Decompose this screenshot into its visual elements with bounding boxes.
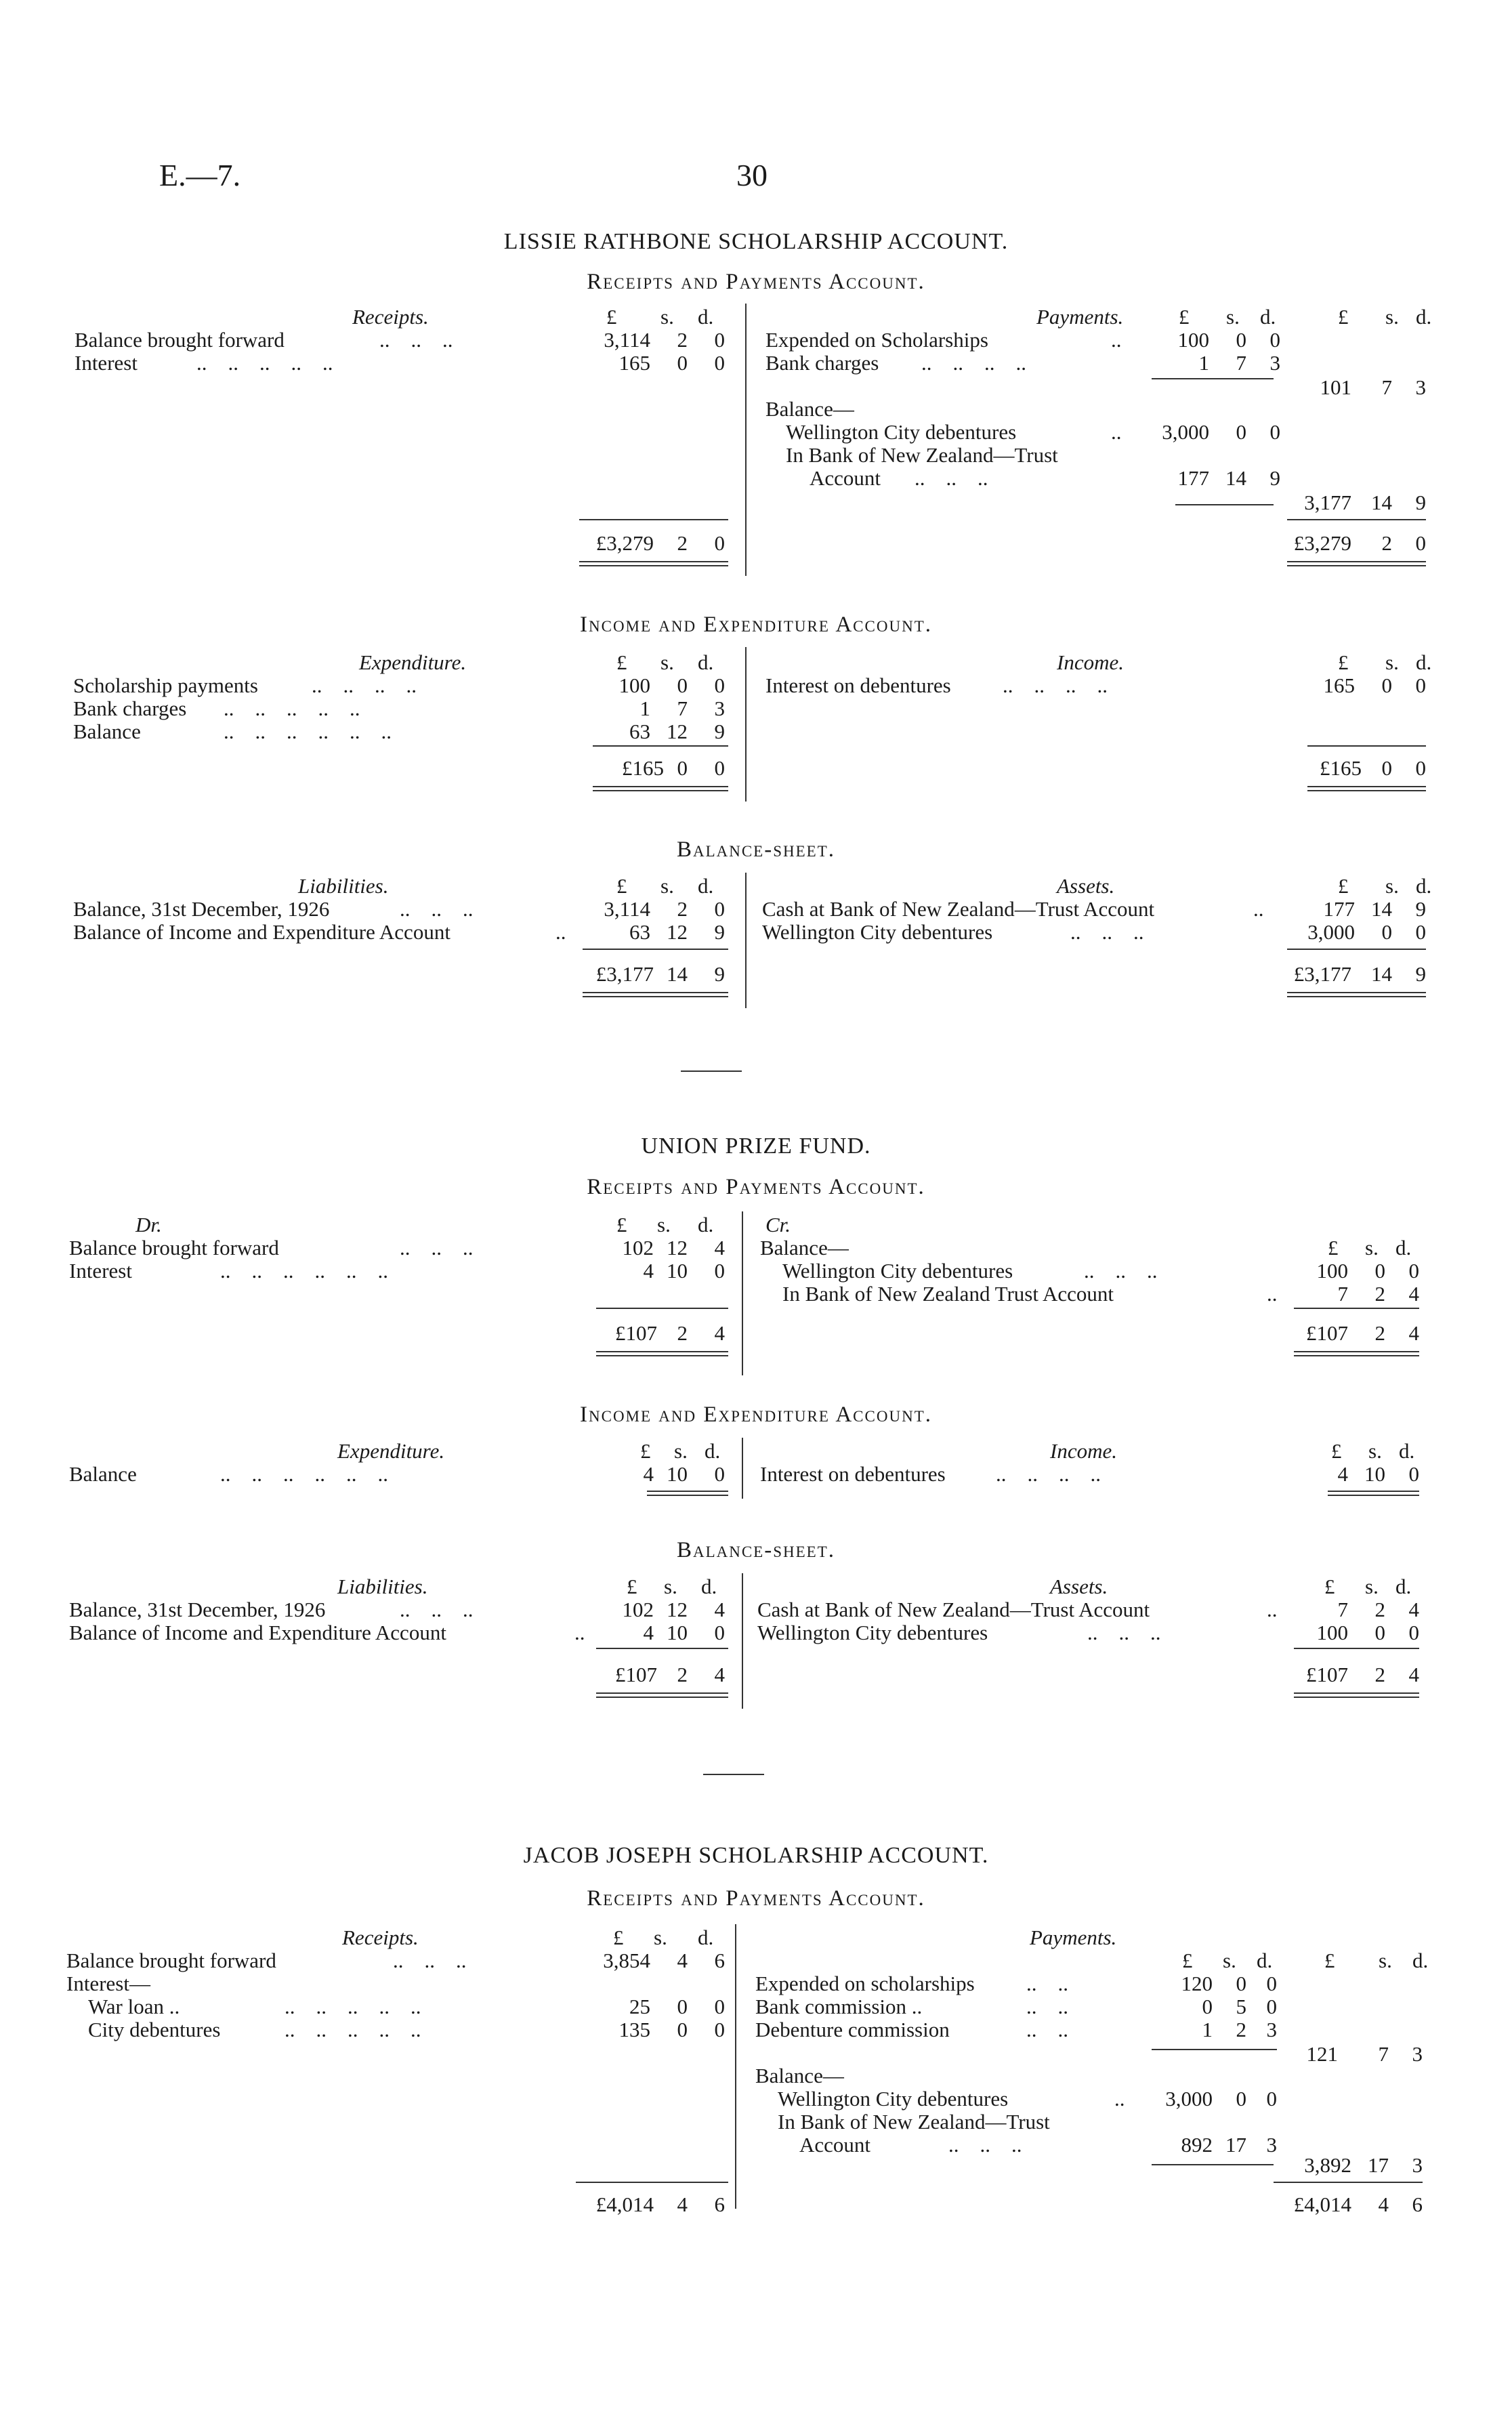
double-rule xyxy=(1294,1351,1419,1356)
lissie-rp-right-head: Payments. xyxy=(1036,305,1124,329)
rule xyxy=(1287,519,1426,520)
currency-shilling: s. xyxy=(660,305,674,329)
page-number: 30 xyxy=(736,158,768,192)
union-rp-divider xyxy=(742,1211,743,1375)
union-ie-divider xyxy=(742,1438,743,1499)
double-rule xyxy=(1307,786,1426,791)
rule xyxy=(1175,504,1274,505)
lissie-ie-divider xyxy=(745,647,747,802)
double-rule xyxy=(1287,992,1426,997)
double-rule xyxy=(583,992,728,997)
lissie-rp-left-head: Receipts. xyxy=(352,305,429,329)
lissie-ie-title: Income and Expenditure Account. xyxy=(580,612,932,637)
double-rule xyxy=(596,1351,728,1356)
rule xyxy=(593,745,728,747)
rule xyxy=(1294,1308,1419,1309)
rule xyxy=(1287,949,1426,950)
rule xyxy=(1152,378,1274,379)
double-rule xyxy=(1294,1692,1419,1698)
double-rule xyxy=(593,786,728,791)
union-ie-title: Income and Expenditure Account. xyxy=(580,1402,932,1427)
rule xyxy=(596,1648,728,1649)
double-rule xyxy=(1328,1491,1419,1496)
lissie-rp-total-right: £3,279 xyxy=(1293,531,1351,555)
currency-pound: £ xyxy=(606,305,617,329)
double-rule xyxy=(647,1491,728,1496)
lissie-rp-total-left: £3,279 xyxy=(595,531,654,555)
double-rule xyxy=(596,1692,728,1698)
lissie-bs-title: Balance-sheet. xyxy=(676,837,836,862)
lissie-bs-divider xyxy=(745,873,747,1008)
rule xyxy=(583,949,728,950)
jacob-rp-divider xyxy=(735,1924,736,2209)
rule xyxy=(1152,2049,1277,2050)
rule xyxy=(1274,2182,1423,2183)
union-bs-title: Balance-sheet. xyxy=(676,1538,836,1562)
rule xyxy=(1152,2164,1274,2165)
rule xyxy=(596,1308,728,1309)
rule xyxy=(576,2182,728,2183)
document-reference: E.—7. xyxy=(159,158,241,192)
section-title-lissie: LISSIE RATHBONE SCHOLARSHIP ACCOUNT. xyxy=(503,229,1009,254)
lissie-rp-divider xyxy=(745,304,747,576)
double-rule xyxy=(579,561,728,566)
rule xyxy=(579,519,728,520)
section-title-union: UNION PRIZE FUND. xyxy=(641,1134,871,1159)
section-separator xyxy=(703,1774,764,1775)
union-bs-divider xyxy=(742,1573,743,1709)
jacob-rp-title: Receipts and Payments Account. xyxy=(587,1886,925,1911)
lissie-rp-title: Receipts and Payments Account. xyxy=(587,270,925,294)
rule xyxy=(1294,1648,1419,1649)
section-title-jacob: JACOB JOSEPH SCHOLARSHIP ACCOUNT. xyxy=(523,1843,989,1868)
double-rule xyxy=(1287,561,1426,566)
currency-pence: d. xyxy=(698,305,714,329)
union-rp-title: Receipts and Payments Account. xyxy=(587,1175,925,1199)
section-separator xyxy=(681,1070,742,1072)
rule xyxy=(1307,745,1426,747)
